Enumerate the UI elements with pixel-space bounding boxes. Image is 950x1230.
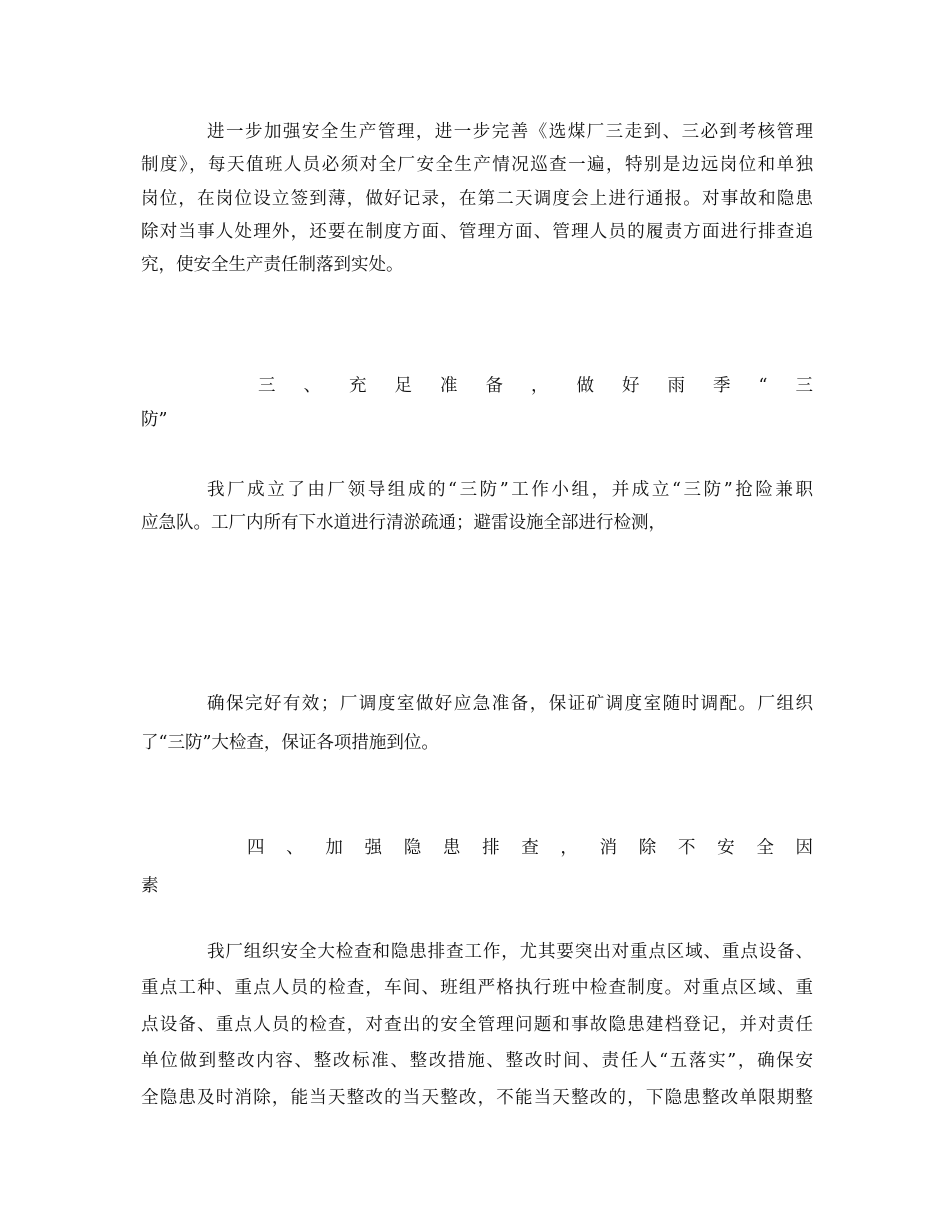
paragraph-2-line-2: 应急队。工厂内所有下水道进行清淤疏通；避雷设施全部进行检测， [141, 513, 666, 533]
paragraph-4-line-4: 单位做到整改内容、整改标准、整改措施、整改时间、责任人“五落实”，确保安 [141, 1051, 813, 1071]
paragraph-4-line-5: 全隐患及时消除，能当天整改的当天整改，不能当天整改的，下隐患整改单限期整 [141, 1088, 813, 1108]
paragraph-3-line-2: 了“三防”大检查，保证各项措施到位。 [141, 733, 439, 753]
paragraph-4-line-1: 我厂组织安全大检查和隐患排查工作，尤其要突出对重点区域、重点设备、 [207, 942, 813, 962]
section-3-heading-line-2: 防” [141, 410, 168, 430]
section-4-heading-line-2: 素 [141, 876, 159, 896]
paragraph-4-line-2: 重点工种、重点人员的检查，车间、班组严格执行班中检查制度。对重点区域、重 [141, 978, 813, 998]
paragraph-1-line-2: 制度》，每天值班人员必须对全厂安全生产情况巡查一遍，特别是边远岗位和单独 [141, 155, 813, 175]
paragraph-4-line-3: 点设备、重点人员的检查，对查出的安全管理问题和事故隐患建档登记，并对责任 [141, 1015, 813, 1035]
paragraph-1-line-3: 岗位，在岗位设立签到薄，做好记录，在第二天调度会上进行通报。对事故和隐患 [141, 189, 813, 209]
paragraph-3-line-1: 确保完好有效；厂调度室做好应急准备，保证矿调度室随时调配。厂组织 [207, 694, 813, 714]
paragraph-1-line-5: 究，使安全生产责任制落到实处。 [141, 255, 404, 275]
paragraph-1-line-1: 进一步加强安全生产管理，进一步完善《选煤厂三走到、三必到考核管理 [207, 122, 813, 142]
paragraph-2-line-1: 我厂成立了由厂领导组成的“三防”工作小组，并成立“三防”抢险兼职 [207, 480, 813, 500]
section-4-heading-line-1: 四、加强隐患排查，消除不安全因 [247, 838, 813, 858]
section-3-heading-line-1: 三、充足准备，做好雨季“三 [258, 376, 813, 396]
paragraph-1-line-4: 除对当事人处理外，还要在制度方面、管理方面、管理人员的履责方面进行排查追 [141, 222, 813, 242]
